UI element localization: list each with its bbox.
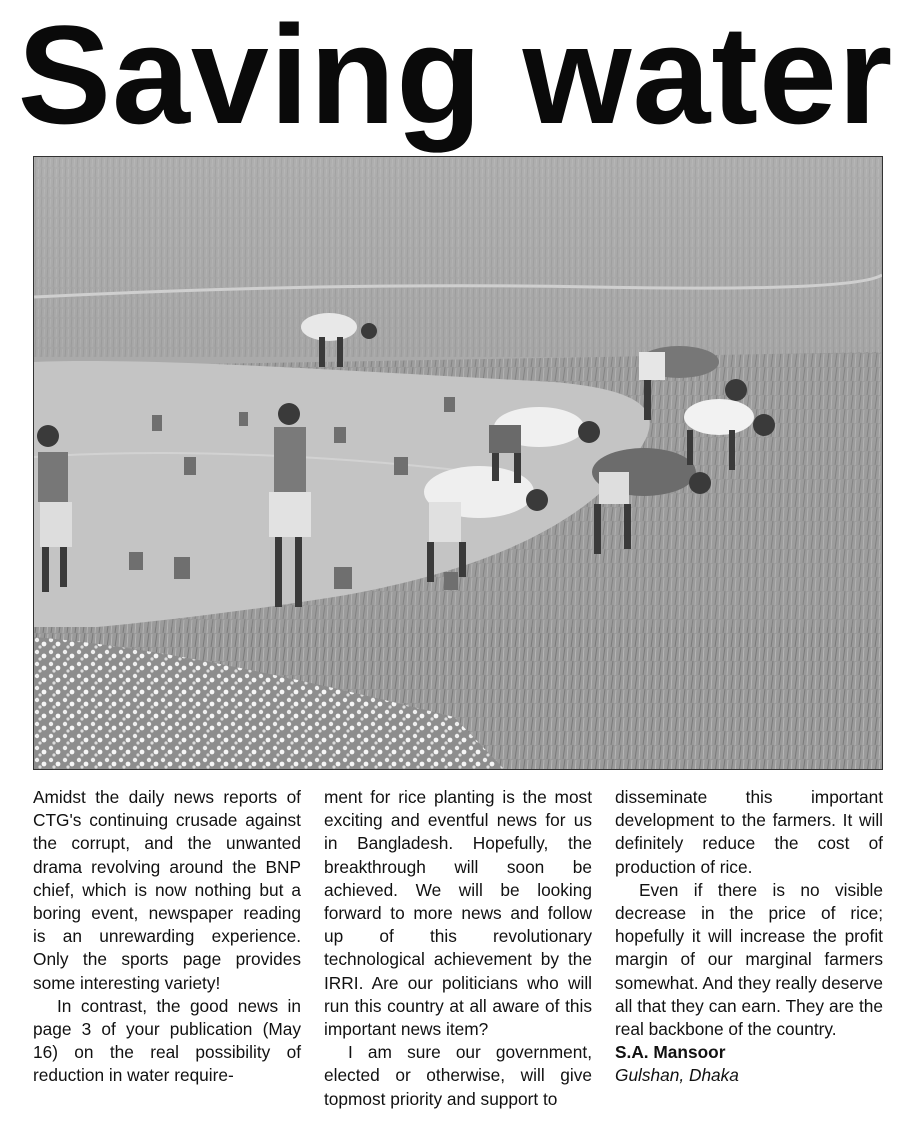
article-column-2	[324, 786, 592, 1111]
paragraph: disseminate this important development to the farmers. It will definitely reduce the cost of production of rice.	[615, 787, 883, 877]
article-body	[33, 786, 883, 1131]
signature-name: S.A. Mansoor	[615, 1042, 726, 1063]
rice-field-photo-icon	[34, 157, 882, 769]
paragraph: I am sure our government, elected or otherwise, will give topmost priority and support to	[324, 1042, 592, 1109]
signature-place: Gulshan, Dhaka	[615, 1065, 739, 1086]
paragraph: Amidst the daily news reports of CTG's continuing crusade against the corrupt, and the unwanted drama revolving around the BNP chief, which is now nothing but a boring event, newspaper reading is an unrewarding experience. Only the sports page provides some interesting variety!	[33, 787, 301, 993]
rice-field-photo	[33, 156, 883, 770]
paragraph: ment for rice planting is the most exciting and eventful news for us in Bangladesh. Hopefully, the breakthrough will soon be achieved. We will be looking forward to more news and follow up of this revolutionary technological achievement by the IRRI. Are our politicians who will run this country at all aware of this important news item?	[324, 787, 592, 1040]
headline: Saving water	[17, 0, 894, 153]
article-column-1	[33, 786, 301, 1088]
article-column-3	[615, 786, 883, 1088]
paragraph: Even if there is no visible decrease in the price of rice; hopefully it will increase the profit margin of our marginal farmers somewhat. And they really deserve all that they can earn. They are the real backbone of the country.	[615, 879, 884, 1040]
signature	[615, 1041, 883, 1087]
paragraph: In contrast, the good news in page 3 of your publication (May 16) on the real possibility of reduction in water require-	[33, 995, 301, 1086]
